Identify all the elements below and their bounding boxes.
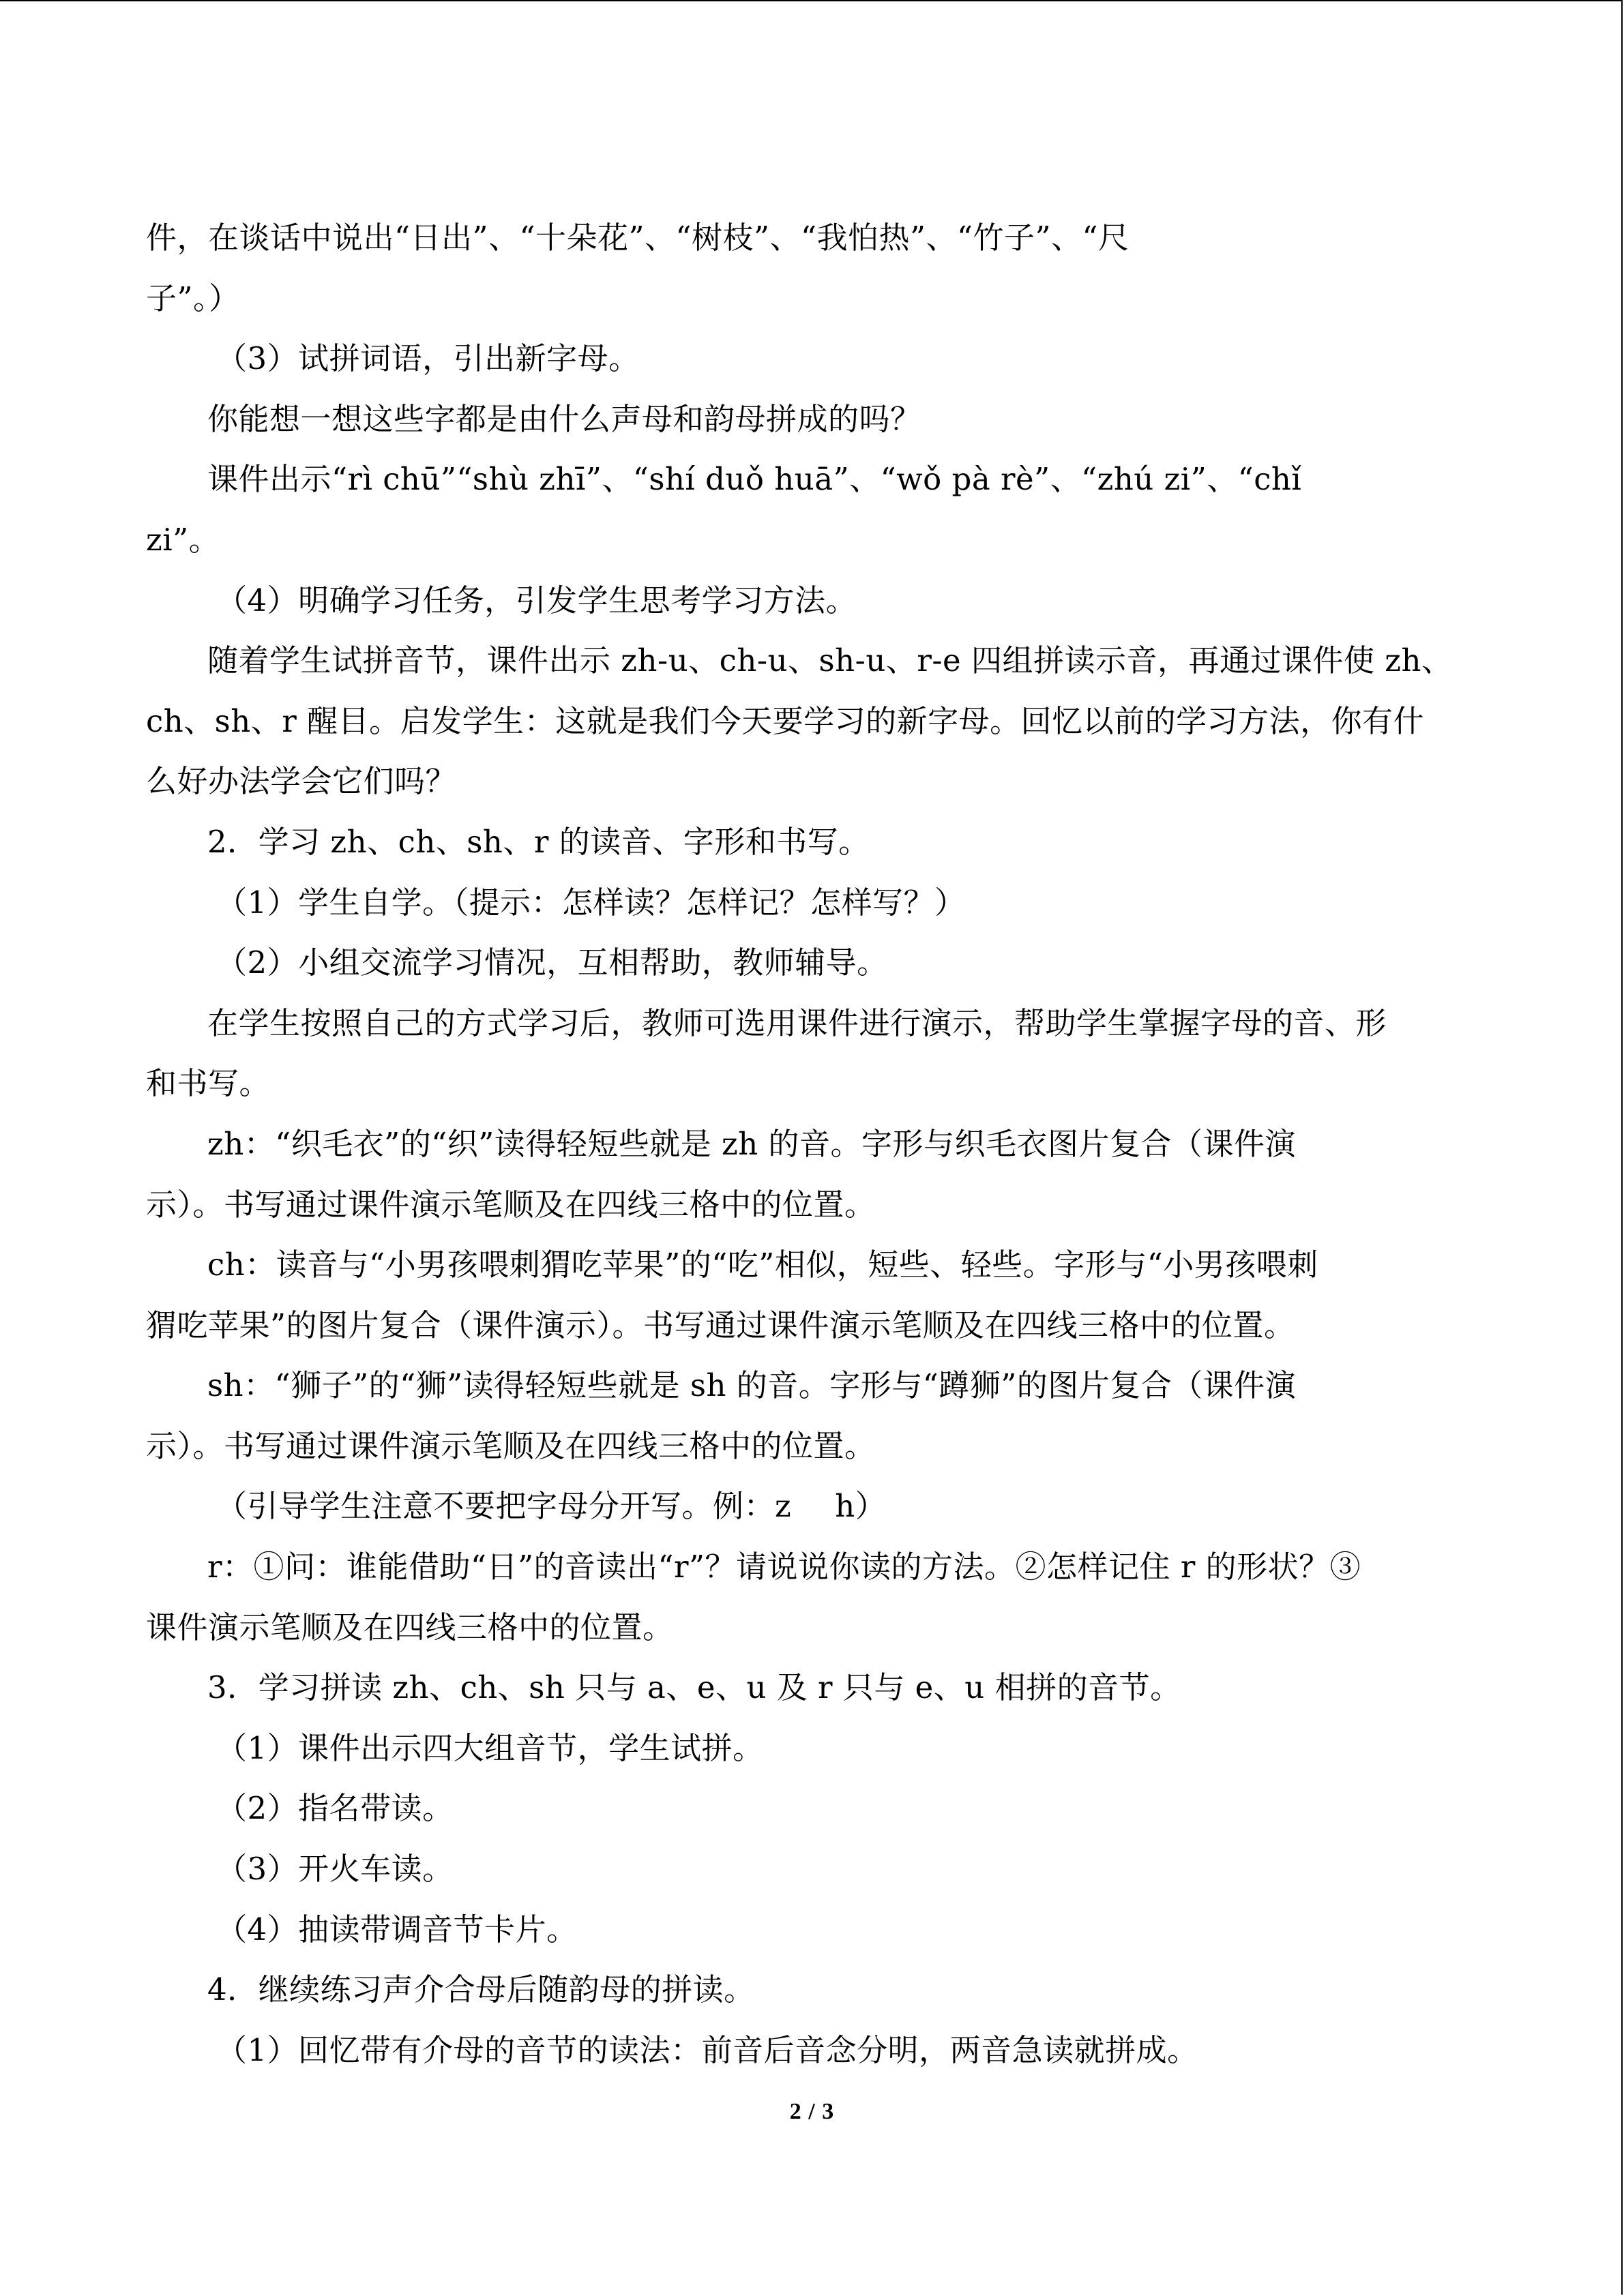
text-line: （1）学生自学。（提示：怎样读？怎样记？怎样写？） xyxy=(216,884,966,921)
text-line: 课件演示笔顺及在四线三格中的位置。 xyxy=(146,1609,674,1645)
text-fragment: h） xyxy=(835,1488,887,1525)
text-line: 么好办法学会它们吗？ xyxy=(146,763,457,800)
section-heading: 2．学习 zh、ch、sh、r 的读音、字形和书写。 xyxy=(207,823,870,860)
page-number: 2 / 3 xyxy=(789,2099,835,2124)
text-line: r：①问：谁能借助“日”的音读出“r”？请说说你读的方法。②怎样记住 r 的形状？③ xyxy=(207,1549,1361,1585)
text-line: 和书写。 xyxy=(146,1065,271,1102)
text-line: zi”。 xyxy=(146,521,220,558)
text-line: （4）抽读带调音节卡片。 xyxy=(216,1911,578,1948)
section-heading: 3．学习拼读 zh、ch、sh 只与 a、e、u 及 r 只与 e、u 相拼的音节。 xyxy=(207,1669,1181,1706)
text-line: （2）指名带读。 xyxy=(216,1790,454,1827)
text-line: （3）试拼词语，引出新字母。 xyxy=(216,340,640,377)
text-line xyxy=(146,1476,1483,1537)
text-line: 猬吃苹果”的图片复合（课件演示）。书写通过课件演示笔顺及在四线三格中的位置。 xyxy=(146,1307,1295,1343)
text-line: 在学生按照自己的方式学习后，教师可选用课件进行演示，帮助学生掌握字母的音、形 xyxy=(207,1004,1387,1041)
text-line: 件，在谈话中说出“日出”、“十朵花”、“树枝”、“我怕热”、“竹子”、“尺 xyxy=(146,220,1130,256)
text-line: sh：“狮子”的“狮”读得轻短些就是 sh 的音。字形与“蹲狮”的图片复合（课件演 xyxy=(207,1367,1297,1404)
section-heading: 4．继续练习声介合母后随韵母的拼读。 xyxy=(207,1971,755,2008)
text-line: （3）开火车读。 xyxy=(216,1851,454,1888)
text-line: 课件出示“rì chū”“shù zhī”、“shí duǒ huā”、“wǒ pà rè”、“zhú zi”、“chǐ xyxy=(207,461,1302,498)
text-line: （2）小组交流学习情况，互相帮助，教师辅导。 xyxy=(216,944,888,981)
text-line: （4）明确学习任务，引发学生思考学习方法。 xyxy=(216,582,857,618)
text-line: 示）。书写通过课件演示笔顺及在四线三格中的位置。 xyxy=(146,1427,876,1464)
text-line: 你能想一想这些字都是由什么声母和韵母拼成的吗？ xyxy=(207,400,921,437)
document-body xyxy=(146,208,1483,2081)
text-line: （1）课件出示四大组音节，学生试拼。 xyxy=(216,1729,764,1766)
text-line: zh：“织毛衣”的“织”读得轻短些就是 zh 的音。字形与织毛衣图片复合（课件演 xyxy=(207,1125,1297,1162)
text-line: 示）。书写通过课件演示笔顺及在四线三格中的位置。 xyxy=(146,1186,876,1223)
text-fragment: （引导学生注意不要把字母分开写。例：z xyxy=(216,1488,792,1525)
text-line: ch：读音与“小男孩喂刺猬吃苹果”的“吃”相似，短些、轻些。字形与“小男孩喂刺 xyxy=(207,1247,1318,1283)
text-line: ch、sh、r 醒目。启发学生：这就是我们今天要学习的新字母。回忆以前的学习方法，你有什 xyxy=(146,702,1425,739)
text-line: （1）回忆带有介母的音节的读法：前音后音念分明，两音急读就拼成。 xyxy=(216,2031,1198,2068)
text-line: 子”。） xyxy=(146,280,240,316)
text-line: 随着学生试拼音节，课件出示 zh-u、ch-u、sh-u、r-e 四组拼读示音，再通过课件使 zh、 xyxy=(207,642,1453,679)
